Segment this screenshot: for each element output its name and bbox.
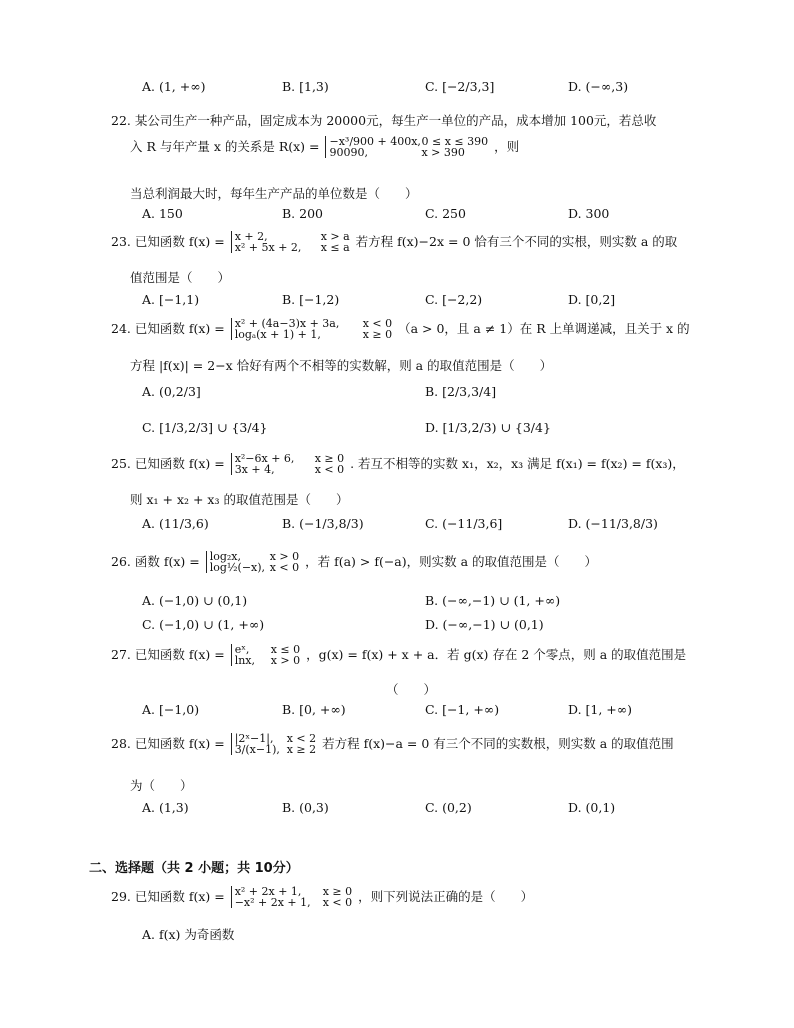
q24-stem-line1: 24. 已知函数 f(x) = x² + (4a−3)x + 3a, x < 0 logₐ(x + 1) + 1, x ≥ 0 （a > 0，且 a ≠ 1）在 R 上单调递减，且关于 x 的 bbox=[111, 317, 690, 341]
q22-option-b: B. 200 bbox=[282, 206, 323, 221]
q22-stem-line3: 当总利润最大时，每年生产产品的单位数是（ ） bbox=[130, 186, 418, 201]
q25-stem-line1: 25. 已知函数 f(x) = x²−6x + 6, x ≥ 0 3x + 4, x < 0 . 若互不相等的实数 x₁，x₂，x₃ 满足 f(x₁) = f(x₂) = f(x₃)， bbox=[111, 452, 685, 476]
q21-option-a: A. (1, +∞) bbox=[142, 79, 206, 94]
q24-option-b: B. [2/3,3/4] bbox=[425, 384, 497, 399]
q25-option-c: C. (−11/3,6] bbox=[425, 516, 503, 531]
q28-option-a: A. (1,3) bbox=[142, 800, 189, 815]
q27-stem-line1: 27. 已知函数 f(x) = eˣ, x ≤ 0 lnx, x > 0 ，g(x) = f(x) + x + a．若 g(x) 存在 2 个零点，则 a 的取值范围是 bbox=[111, 643, 687, 667]
q23-stem-line2: 值范围是（ ） bbox=[130, 270, 231, 285]
q22-stem-line2: 入 R 与年产量 x 的关系是 R(x) = −x³/900 + 400x,0 ≤ x ≤ 390 90090, x > 390 ，则 bbox=[130, 135, 520, 159]
q28-option-d: D. (0,1) bbox=[568, 800, 616, 815]
q27-option-a: A. [−1,0) bbox=[142, 702, 200, 717]
q23-stem-line1: 23. 已知函数 f(x) = x + 2, x > a x² + 5x + 2, x ≤ a 若方程 f(x)−2x = 0 恰有三个不同的实根，则实数 a 的取 bbox=[111, 230, 678, 254]
section-heading: 二、选择题（共 2 小题；共 10分） bbox=[89, 861, 299, 876]
q23-option-c: C. [−2,2) bbox=[425, 292, 483, 307]
q26-option-d: D. (−∞,−1) ∪ (0,1) bbox=[425, 617, 544, 632]
q23-option-d: D. [0,2] bbox=[568, 292, 616, 307]
q26-stem: 26. 函数 f(x) = log₂x, x > 0 log½(−x), x < 0 ，若 f(a) > f(−a)，则实数 a 的取值范围是（ ） bbox=[111, 550, 598, 574]
q26-option-c: C. (−1,0) ∪ (1, +∞) bbox=[142, 617, 265, 632]
q26-option-b: B. (−∞,−1) ∪ (1, +∞) bbox=[425, 593, 561, 608]
q28-stem-line1: 28. 已知函数 f(x) = |2ˣ−1|, x < 2 3/(x−1), x ≥ 2 若方程 f(x)−a = 0 有三个不同的实数根，则实数 a 的取值范围 bbox=[111, 732, 674, 756]
q24-option-a: A. (0,2/3] bbox=[142, 384, 201, 399]
q23-option-b: B. [−1,2) bbox=[282, 292, 340, 307]
q24-option-c: C. [1/3,2/3] ∪ {3/4} bbox=[142, 420, 268, 435]
q21-option-b: B. [1,3) bbox=[282, 79, 329, 94]
q29-option-a: A. f(x) 为奇函数 bbox=[142, 927, 235, 942]
q27-option-d: D. [1, +∞) bbox=[568, 702, 633, 717]
q21-option-c: C. [−2/3,3] bbox=[425, 79, 495, 94]
q23-option-a: A. [−1,1) bbox=[142, 292, 200, 307]
q24-stem-line2: 方程 |f(x)| = 2−x 恰好有两个不相等的实数解，则 a 的取值范围是（ ） bbox=[130, 358, 553, 373]
q22-option-d: D. 300 bbox=[568, 206, 610, 221]
q22-lhs: 入 R 与年产量 x 的关系是 R(x) = bbox=[130, 139, 320, 154]
q27-stem-line2: （ ） bbox=[386, 682, 437, 697]
q22-option-c: C. 250 bbox=[425, 206, 466, 221]
q24-option-d: D. [1/3,2/3) ∪ {3/4} bbox=[425, 420, 551, 435]
q26-option-a: A. (−1,0) ∪ (0,1) bbox=[142, 593, 248, 608]
q25-option-d: D. (−11/3,8/3) bbox=[568, 516, 658, 531]
q22-option-a: A. 150 bbox=[142, 206, 183, 221]
q29-stem: 29. 已知函数 f(x) = x² + 2x + 1, x ≥ 0 −x² + 2x + 1, x < 0 ，则下列说法正确的是（ ） bbox=[111, 885, 534, 909]
q21-option-d: D. (−∞,3) bbox=[568, 79, 629, 94]
q28-option-c: C. (0,2) bbox=[425, 800, 472, 815]
q27-option-c: C. [−1, +∞) bbox=[425, 702, 500, 717]
q27-option-b: B. [0, +∞) bbox=[282, 702, 346, 717]
q28-option-b: B. (0,3) bbox=[282, 800, 329, 815]
q25-stem-line2: 则 x₁ + x₂ + x₃ 的取值范围是（ ） bbox=[130, 492, 349, 507]
q25-option-a: A. (11/3,6) bbox=[142, 516, 209, 531]
q25-option-b: B. (−1/3,8/3) bbox=[282, 516, 364, 531]
q22-stem-line1: 22. 某公司生产一种产品，固定成本为 20000元，每生产一单位的产品，成本增加 100元，若总收 bbox=[111, 113, 657, 128]
q28-stem-line2: 为（ ） bbox=[130, 778, 193, 793]
